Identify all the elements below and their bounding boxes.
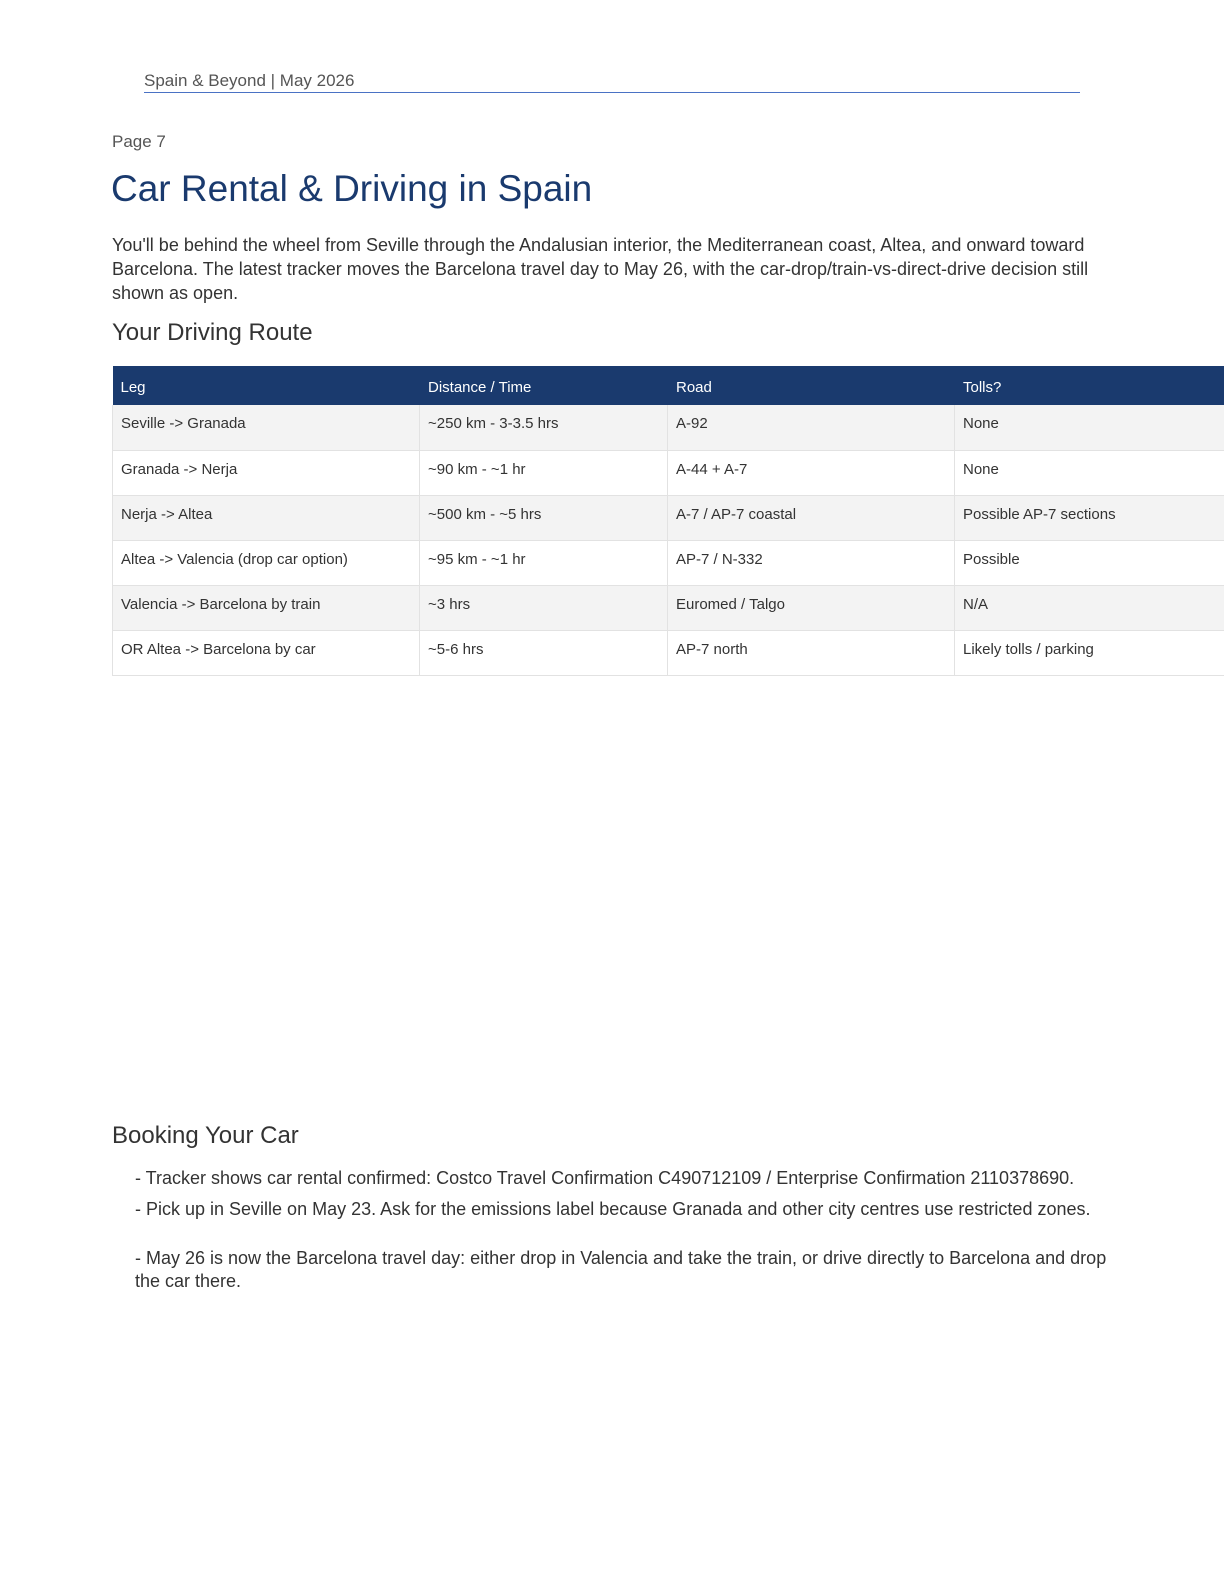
cell-leg: OR Altea -> Barcelona by car: [113, 630, 420, 675]
booking-list: [135, 1167, 1125, 1293]
list-item: - May 26 is now the Barcelona travel day: either drop in Valencia and take the train, or drive directly to Barcelona and drop the car there.: [135, 1248, 1107, 1291]
column-header-leg: Leg: [113, 366, 420, 405]
cell-road: Euromed / Talgo: [668, 585, 955, 630]
table-row: [113, 630, 1224, 675]
table-row: [113, 405, 1224, 450]
cell-leg: Altea -> Valencia (drop car option): [113, 540, 420, 585]
page-number: Page 7: [112, 132, 166, 151]
table-row: [113, 540, 1224, 585]
cell-road: AP-7 north: [668, 630, 955, 675]
cell-tolls: Possible AP-7 sections: [955, 495, 1224, 540]
cell-distance-time: ~3 hrs: [420, 585, 668, 630]
cell-road: A-92: [668, 405, 955, 450]
cell-tolls: None: [955, 405, 1224, 450]
cell-tolls: N/A: [955, 585, 1224, 630]
cell-leg: Seville -> Granada: [113, 405, 420, 450]
cell-leg: Granada -> Nerja: [113, 450, 420, 495]
cell-road: A-7 / AP-7 coastal: [668, 495, 955, 540]
table-row: [113, 585, 1224, 630]
cell-leg: Valencia -> Barcelona by train: [113, 585, 420, 630]
column-header-road: Road: [668, 366, 955, 405]
cell-tolls: None: [955, 450, 1224, 495]
column-header-distance-time: Distance / Time: [420, 366, 668, 405]
driving-route-heading: Your Driving Route: [112, 319, 313, 346]
cell-road: A-44 + A-7: [668, 450, 955, 495]
table-row: [113, 450, 1224, 495]
running-header: Spain & Beyond | May 2026: [144, 70, 1080, 93]
cell-distance-time: ~250 km - 3-3.5 hrs: [420, 405, 668, 450]
table-row: [113, 495, 1224, 540]
page-title: Car Rental & Driving in Spain: [111, 168, 593, 209]
cell-distance-time: ~5-6 hrs: [420, 630, 668, 675]
cell-tolls: Likely tolls / parking: [955, 630, 1224, 675]
intro-paragraph: You'll be behind the wheel from Seville through the Andalusian interior, the Mediterranean coast, Altea, and onward toward Barcelona. The latest tracker moves the Barcelona travel day to May 26, with the car-drop/train-vs-direct-drive decision still shown as open.: [112, 235, 1089, 303]
column-header-tolls: Tolls?: [955, 366, 1224, 405]
driving-route-table: [112, 366, 1224, 676]
cell-road: AP-7 / N-332: [668, 540, 955, 585]
cell-tolls: Possible: [955, 540, 1224, 585]
list-item: - Pick up in Seville on May 23. Ask for the emissions label because Granada and other city centres use restricted zones.: [135, 1199, 1091, 1219]
table-header-row: [113, 366, 1224, 405]
list-item: - Tracker shows car rental confirmed: Costco Travel Confirmation C490712109 / Enterprise Confirmation 2110378690.: [135, 1168, 1075, 1188]
cell-distance-time: ~95 km - ~1 hr: [420, 540, 668, 585]
cell-distance-time: ~500 km - ~5 hrs: [420, 495, 668, 540]
cell-distance-time: ~90 km - ~1 hr: [420, 450, 668, 495]
booking-heading: Booking Your Car: [112, 1122, 299, 1149]
cell-leg: Nerja -> Altea: [113, 495, 420, 540]
